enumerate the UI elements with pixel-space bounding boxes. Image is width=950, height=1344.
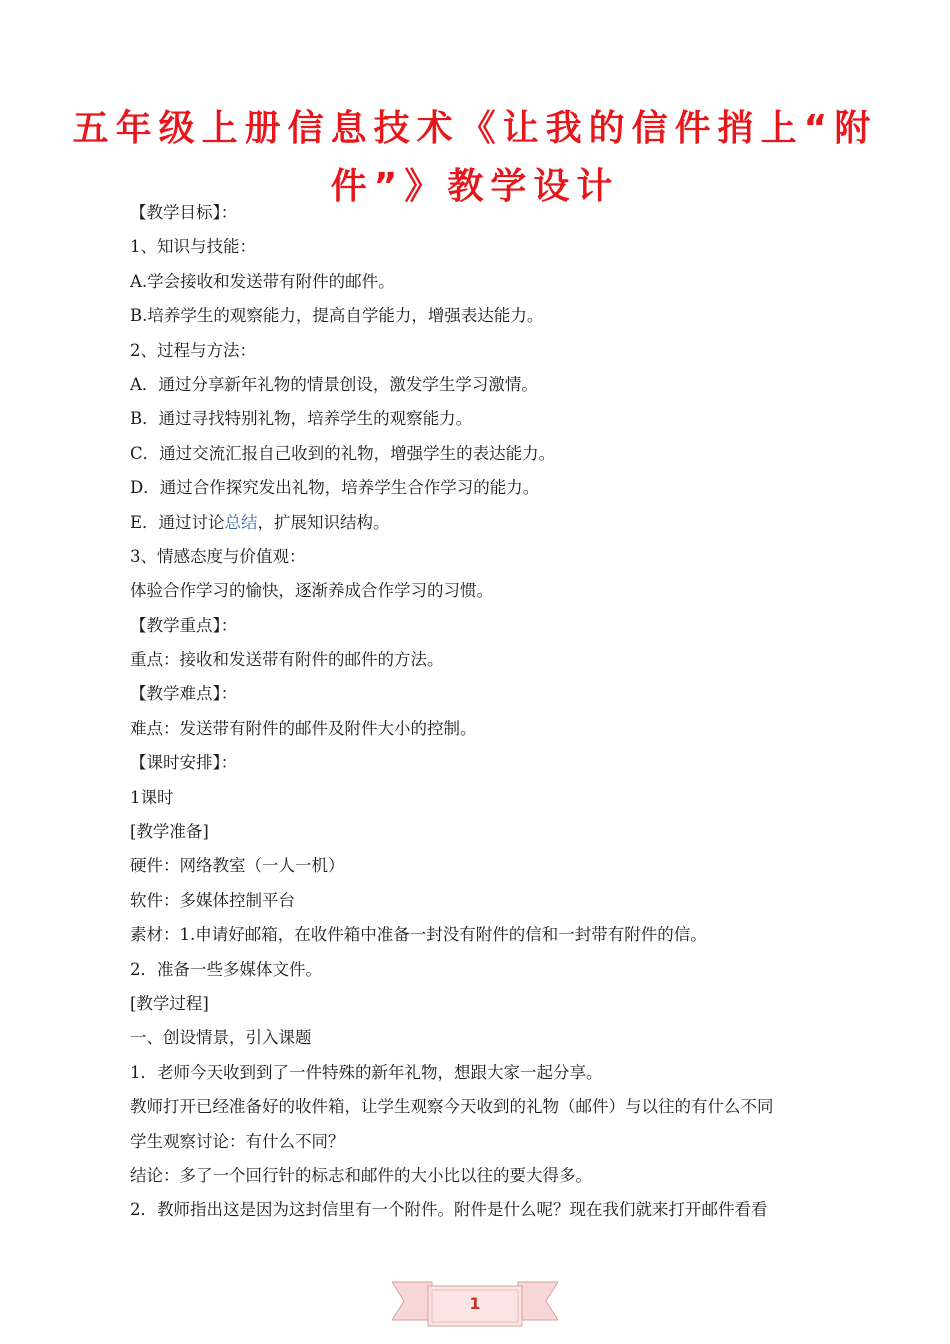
paragraph: 结论：多了一个回行针的标志和邮件的大小比以往的要大得多。 — [130, 1165, 592, 1185]
section-heading-process: [教学过程] — [130, 993, 209, 1013]
paragraph: 学生观察讨论：有什么不同？ — [130, 1131, 345, 1151]
document-title-line-1: 五年级上册信息技术《让我的信件捎上“附 — [72, 108, 878, 149]
section-heading-key-points: 【教学重点】： — [130, 615, 238, 635]
document-body — [130, 196, 890, 1228]
paragraph: 1．老师今天收到到了一件特殊的新年礼物，想跟大家一起分享。 — [130, 1062, 603, 1082]
paragraph: 教师打开已经准备好的收件箱，让学生观察今天收到的礼物（邮件）与以往的有什么不同 — [130, 1097, 774, 1117]
objective-text: E．通过讨论 — [130, 512, 225, 532]
paragraph: 硬件：网络教室（一人一机） — [130, 856, 345, 876]
objective-item: D．通过合作探究发出礼物，培养学生合作学习的能力。 — [130, 478, 540, 498]
paragraph: 软件：多媒体控制平台 — [130, 890, 295, 910]
objective-item: A．通过分享新年礼物的情景创设，激发学生学习激情。 — [130, 374, 538, 394]
page-number-ribbon — [392, 1276, 558, 1332]
section-heading-difficulties: 【教学难点】： — [130, 684, 238, 704]
subheading-process-methods: 2、过程与方法： — [130, 340, 256, 360]
objective-item: B．通过寻找特别礼物，培养学生的观察能力。 — [130, 409, 473, 429]
objective-item: B.培养学生的观察能力，提高自学能力，增强表达能力。 — [130, 306, 544, 326]
paragraph: 一、创设情景，引入课题 — [130, 1028, 312, 1048]
paragraph: 2．准备一些多媒体文件。 — [130, 959, 322, 979]
paragraph: 2．教师指出这是因为这封信里有一个附件。附件是什么呢？现在我们就来打开邮件看看 — [130, 1200, 768, 1220]
objective-item: A.学会接收和发送带有附件的邮件。 — [130, 271, 395, 291]
objective-item: C．通过交流汇报自己收到的礼物，增强学生的表达能力。 — [130, 443, 556, 463]
subheading-knowledge-skills: 1、知识与技能： — [130, 237, 256, 257]
paragraph: 素材：1.申请好邮箱，在收件箱中准备一封没有附件的信和一封带有附件的信。 — [130, 925, 707, 945]
paragraph: 体验合作学习的愉快，逐渐养成合作学习的习惯。 — [130, 581, 493, 601]
paragraph: 难点：发送带有附件的邮件及附件大小的控制。 — [130, 718, 477, 738]
paragraph: 1课时 — [130, 787, 174, 807]
summary-link[interactable]: 总结 — [224, 512, 258, 532]
section-heading-schedule: 【课时安排】： — [130, 753, 238, 773]
document-title-line-2: 件”》教学设计 — [330, 166, 620, 207]
objective-text: ，扩展知识结构。 — [257, 512, 390, 532]
section-heading-objectives: 【教学目标】： — [130, 203, 238, 222]
page-number: 1 — [469, 1294, 481, 1313]
subheading-attitudes-values: 3、情感态度与价值观： — [130, 546, 306, 566]
section-heading-preparation: [教学准备] — [130, 822, 209, 842]
objective-item — [130, 506, 890, 540]
paragraph: 重点：接收和发送带有附件的邮件的方法。 — [130, 650, 444, 670]
